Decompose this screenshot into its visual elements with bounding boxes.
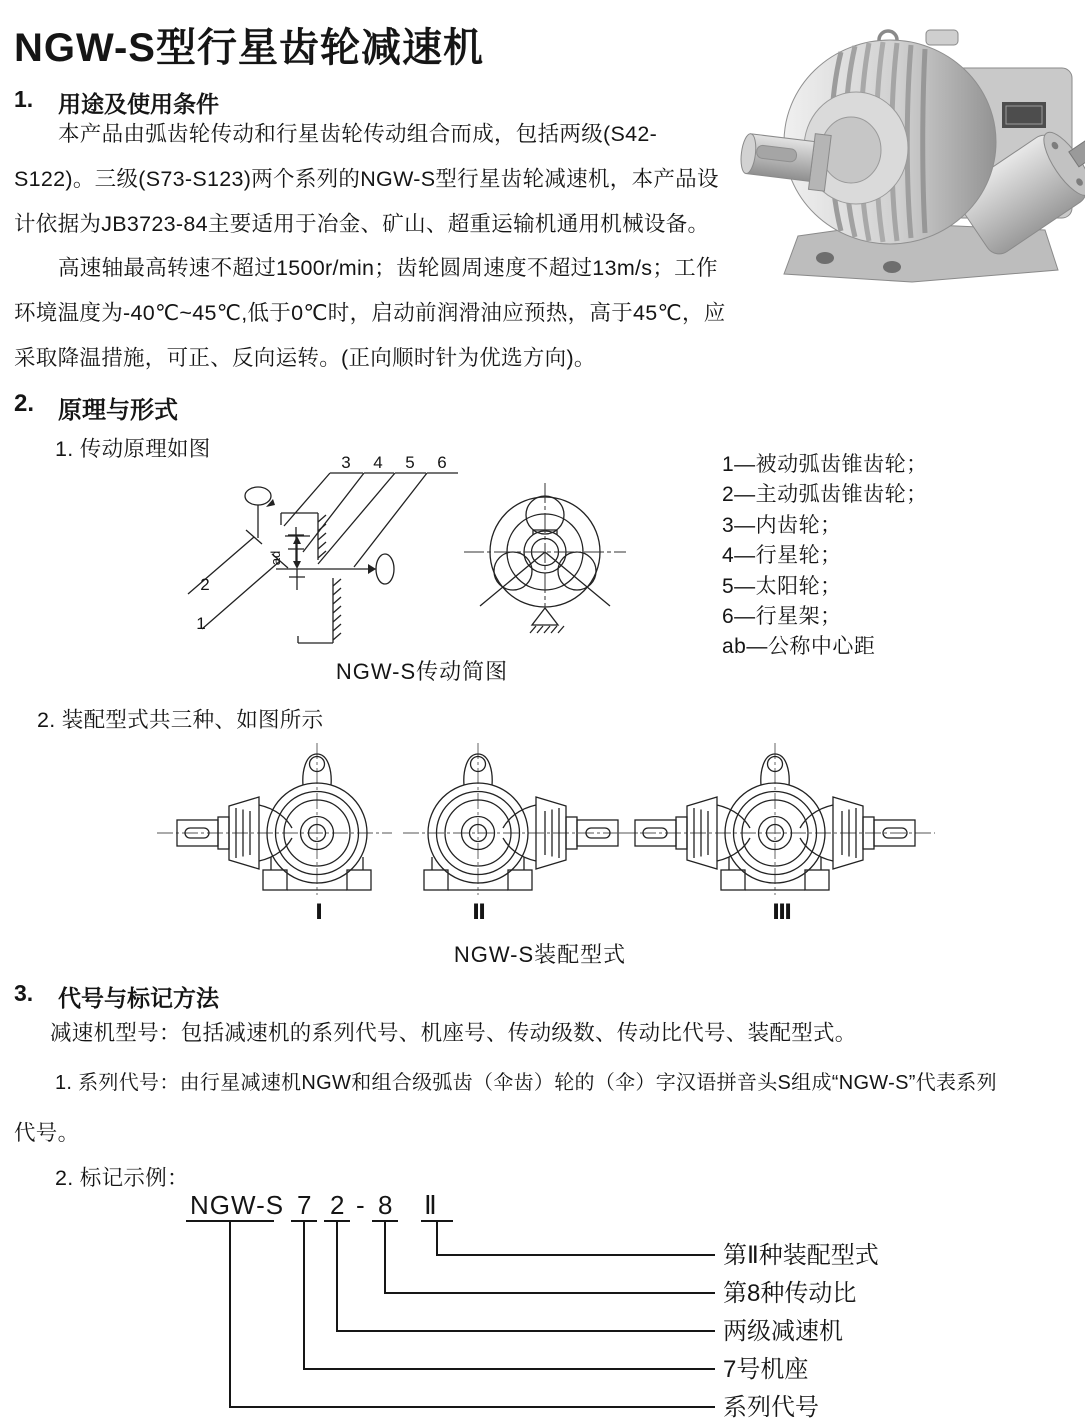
body-line: 环境温度为-40℃~45℃,低于0℃时，启动前润滑油应预热，高于45℃，应 — [14, 301, 726, 325]
section2-number: 2. — [14, 390, 35, 417]
legend-item: 5—太阳轮； — [722, 574, 842, 598]
section1-number: 1. — [14, 86, 34, 112]
section2-heading — [14, 390, 178, 425]
legend-item: 6—行星架； — [722, 605, 842, 629]
assembly-type-1-drawing — [157, 743, 392, 895]
marking-callout-ratio: 第8种传动比 — [723, 1280, 857, 1307]
section3-intro: 减速机型号：包括减速机的系列代号、机座号、传动级数、传动比代号、装配型式。 — [50, 1021, 857, 1045]
marking-callout-stages: 两级减速机 — [723, 1318, 843, 1345]
section3-number: 3. — [14, 980, 34, 1006]
marking-callout-assembly: 第Ⅱ种装配型式 — [723, 1242, 879, 1269]
assembly-types-diagram — [140, 738, 940, 928]
marking-example-diagram — [150, 1190, 1090, 1419]
assembly-type-3-drawing — [615, 743, 935, 895]
body-line: 采取降温措施，可正、反向运转。(正向顺时针为优选方向)。 — [14, 346, 596, 370]
page-title: NGW-S型行星齿轮减速机 — [14, 26, 484, 70]
legend-item: 4—行星轮； — [722, 544, 842, 568]
body-line: S122)。三级(S73-S123)两个系列的NGW-S型行星齿轮减速机，本产品设 — [14, 167, 719, 191]
marking-callout-series: 系列代号 — [723, 1394, 819, 1419]
section3-item1-line2: 代号。 — [14, 1121, 80, 1145]
section2-heading-text: 原理与形式 — [58, 397, 178, 424]
legend-item: ab—公称中心距 — [722, 635, 876, 659]
marking-part-dash: - — [356, 1190, 365, 1220]
section1-heading — [14, 86, 219, 119]
section3-item1-line1: 1. 系列代号：由行星减速机NGW和组合级弧齿（伞齿）轮的（伞）字汉语拼音头S组成“NGW-S”代表系列 — [55, 1072, 997, 1094]
marking-part-stages: 2 — [330, 1190, 345, 1220]
body-line: 高速轴最高转速不超过1500r/min；齿轮圆周速度不超过13m/s；工作 — [58, 256, 718, 280]
product-photo — [740, 18, 1085, 294]
assembly-label-3: Ⅲ — [772, 901, 792, 924]
marking-part-ratio: 8 — [378, 1190, 393, 1220]
section3-heading-text: 代号与标记方法 — [58, 985, 219, 1011]
body-line: 本产品由弧齿轮传动和行星齿轮传动组合而成，包括两级(S42- — [58, 122, 658, 146]
body-line: 计依据为JB3723-84主要适用于冶金、矿山、超重运输机通用机械设备。 — [14, 212, 710, 236]
legend-item: 2—主动弧齿锥齿轮； — [722, 483, 928, 507]
section2-item2: 2. 装配型式共三种、如图所示 — [37, 708, 324, 732]
callout-5: 5 — [405, 453, 415, 472]
section3-item2: 2. 标记示例： — [55, 1166, 189, 1190]
assembly-label-1: Ⅰ — [315, 901, 323, 924]
transmission-diagram — [180, 450, 700, 660]
assembly-label-2: Ⅱ — [472, 901, 486, 924]
callout-6: 6 — [437, 453, 447, 472]
legend-item: 1—被动弧齿锥齿轮； — [722, 453, 928, 476]
figure-caption-transmission: NGW-S传动简图 — [335, 659, 509, 684]
figure-caption-assembly: NGW-S装配型式 — [453, 942, 627, 967]
marking-part-series: NGW-S — [190, 1190, 285, 1220]
gear-reducer-illustration — [740, 30, 1085, 282]
section2-item1: 1. 传动原理如图 — [55, 437, 211, 461]
marking-part-assembly: Ⅱ — [424, 1190, 437, 1220]
dimension-label: ad — [268, 550, 283, 566]
callout-2: 2 — [200, 575, 210, 594]
assembly-type-2-drawing — [403, 743, 638, 895]
marking-callout-frame: 7号机座 — [723, 1356, 809, 1383]
output-arrow — [368, 564, 376, 574]
diagram-legend — [722, 450, 928, 663]
callout-1: 1 — [196, 614, 206, 633]
legend-item: 3—内齿轮； — [722, 513, 842, 537]
callout-4: 4 — [373, 453, 383, 472]
marking-part-frame: 7 — [297, 1190, 312, 1220]
section1-heading-text: 用途及使用条件 — [58, 91, 219, 117]
section3-heading — [14, 980, 219, 1013]
callout-3: 3 — [341, 453, 351, 472]
